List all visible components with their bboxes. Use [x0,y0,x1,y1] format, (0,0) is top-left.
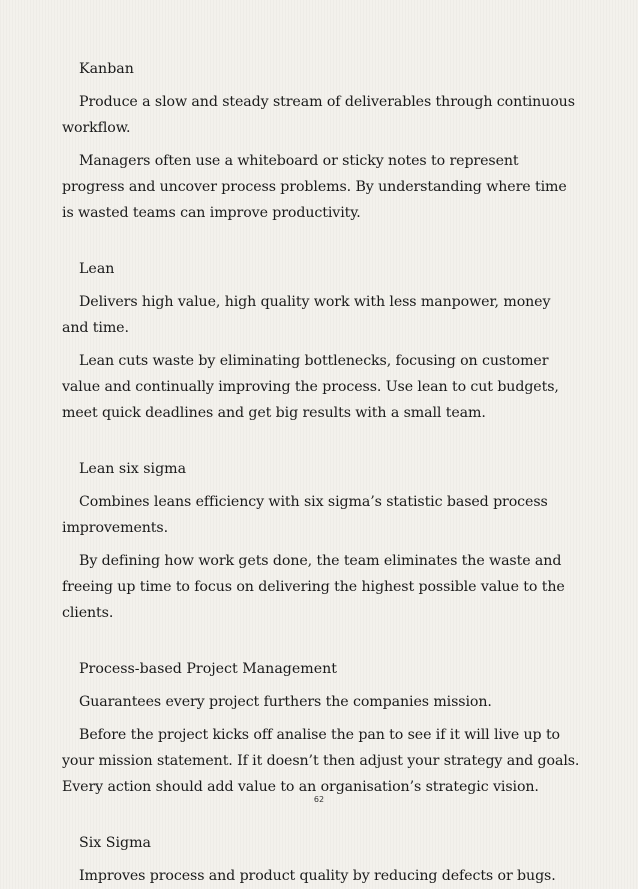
section-heading: Six Sigma [79,835,152,851]
section-lean [62,256,580,426]
section-body: Before the project kicks off analise the pan to see if it will live up to your mission statement. If it doesn’t then adjust your strategy and goals. Every action should add value to an organisation’s strategic vision. [62,727,580,795]
section-summary: Produce a slow and steady stream of deliverables through continuous workflow. [62,94,575,136]
section-summary: Delivers high value, high quality work with less manpower, money and time. [62,294,551,336]
section-kanban [62,56,580,226]
section-heading: Lean six sigma [79,461,187,477]
section-lean-six-sigma [62,456,580,626]
section-heading: Process-based Project Management [79,661,337,677]
section-process-based-project-management [62,656,580,800]
section-summary: Guarantees every project furthers the companies mission. [79,694,492,710]
section-body: By defining how work gets done, the team eliminates the waste and freeing up time to focus on delivering the highest possible value to the clients. [62,553,565,621]
section-heading: Lean [79,261,115,277]
section-summary: Combines leans efficiency with six sigma’s statistic based process improvements. [62,494,548,536]
section-summary: Improves process and product quality by reducing defects or bugs. [79,868,556,884]
page-text [62,56,580,889]
section-body: Managers often use a whiteboard or sticky notes to represent progress and uncover process problems. By understanding where time is wasted teams can improve productivity. [62,153,567,221]
section-six-sigma [62,830,580,889]
page-number: 62 [313,795,325,804]
section-body: Lean cuts waste by eliminating bottlenecks, focusing on customer value and continually improving the process. Use lean to cut budgets, meet quick deadlines and get big results with a small team. [62,353,559,421]
section-heading: Kanban [79,61,134,77]
